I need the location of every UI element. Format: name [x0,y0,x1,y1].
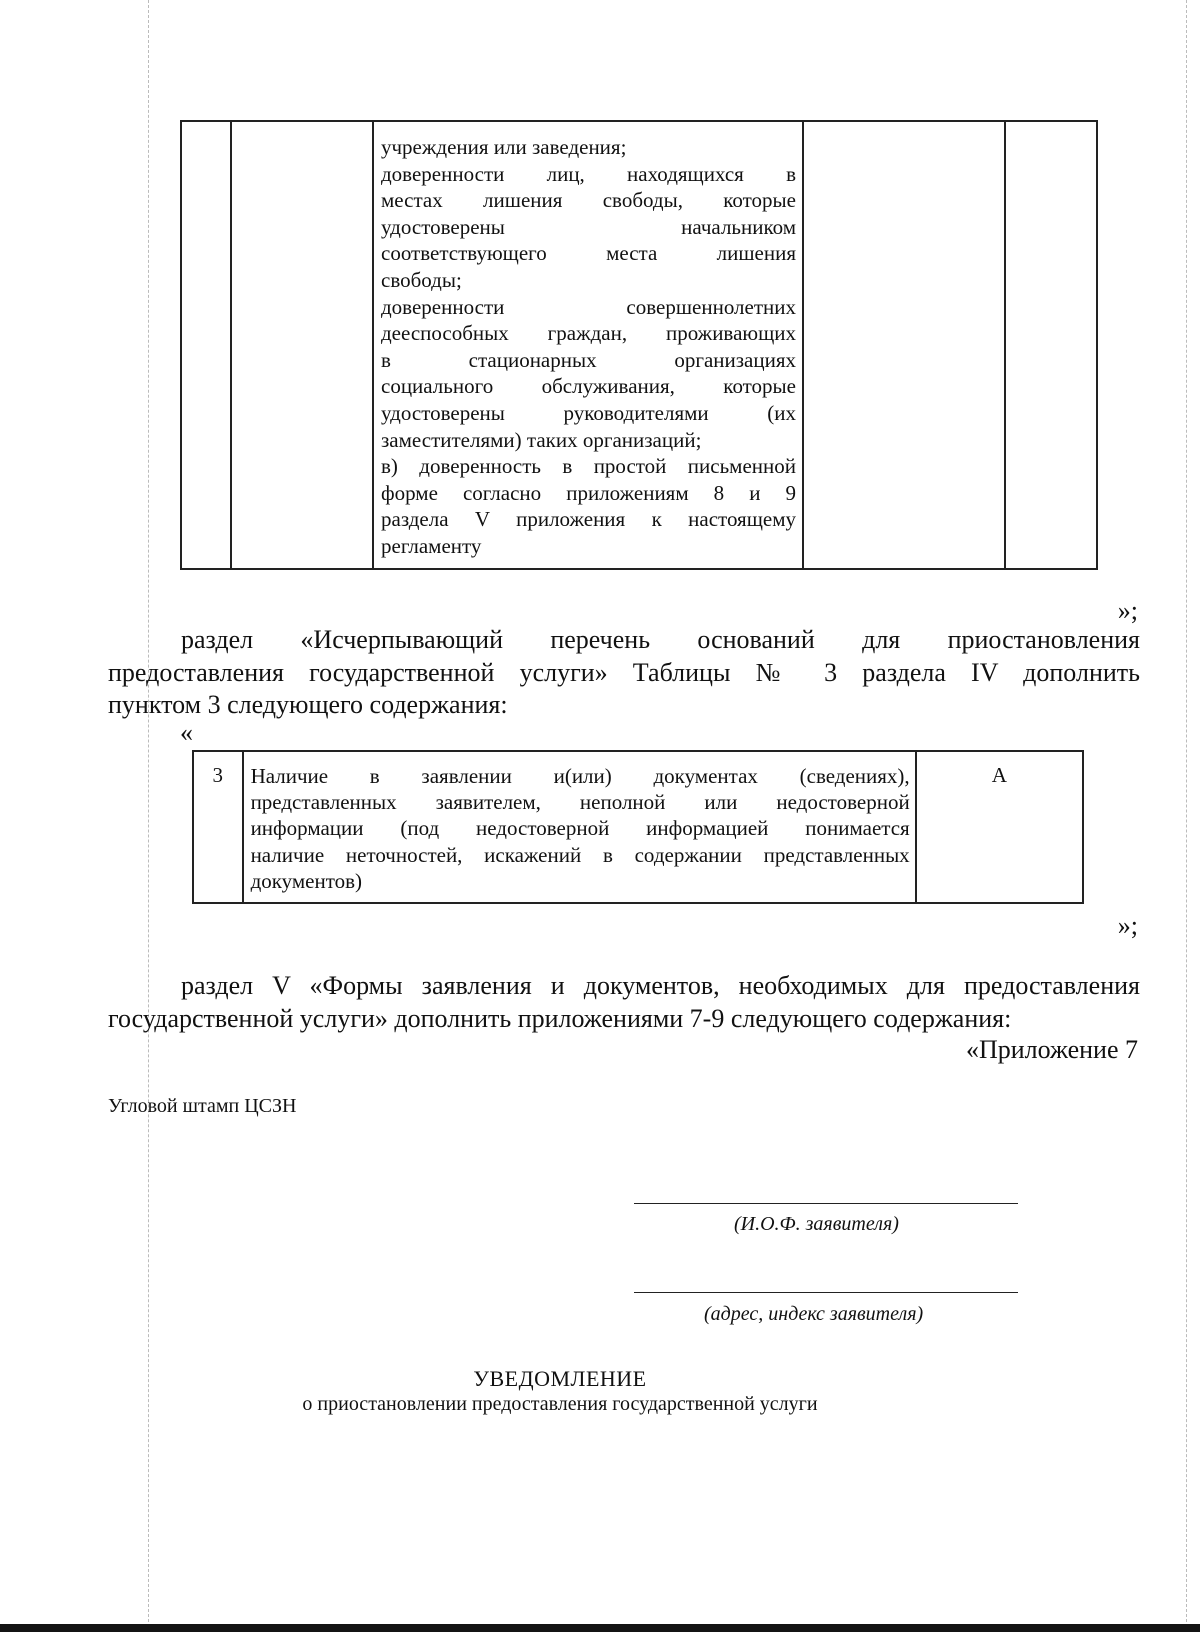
appendix-label: «Приложение 7 [965,1035,1138,1064]
table-line: заместителями) таких организаций; [381,427,702,452]
applicant-name-line [634,1203,1018,1204]
notice-subtitle: о приостановлении предоставления государственной услуги [302,1393,818,1415]
table-line: удостоверены начальником [381,214,796,239]
table-cell-number [193,751,243,903]
table-line: социального обслуживания, которые [381,374,796,399]
paragraph-line: предоставления государственной услуги» Таблицы № 3 раздела IV дополнить [108,657,1140,687]
table-line: Наличие в заявлении и(или) документах (сведениях), [250,764,910,788]
table-line: регламенту [381,533,482,558]
table-line: представленных заявителем, неполной или недостоверной [250,790,910,815]
closing-quote: »; [1117,596,1138,625]
paragraph-line: государственной услуги» дополнить приложениями 7-9 следующего содержания: [108,1003,1012,1033]
notice-title: УВЕДОМЛЕНИЕ [473,1366,647,1391]
scan-bottom-edge [0,1624,1200,1632]
table-line: в) доверенность в простой письменной [381,454,796,479]
table-line: местах лишения свободы, которые [381,188,796,213]
closing-quote: »; [1117,911,1138,940]
table-line: документов) [250,868,363,893]
opening-quote: « [180,718,193,747]
table-line: доверенности лиц, находящихся в [381,161,796,186]
ground-code: А [991,763,1007,787]
documents-list [374,122,802,566]
corner-stamp-label: Угловой штамп ЦСЗН [108,1095,297,1117]
table-line: в стационарных организациях [381,347,796,372]
table-line: удостоверены руководителями (их [381,400,796,425]
applicant-address-caption: (адрес, индекс заявителя) [704,1303,924,1325]
table-cell-empty [803,121,1005,569]
table-line: доверенности совершеннолетних [381,294,796,319]
paragraph-line: раздел V «Формы заявления и документов, необходимых для предоставления [181,971,1140,1000]
table-line: учреждения или заведения; [381,135,627,159]
ground-description [244,752,915,898]
table-cell-text [243,751,916,903]
table-line: форме согласно приложениям 8 и 9 [381,480,796,505]
table-cell-code [916,751,1083,903]
table-cell-empty [231,121,373,569]
table-line: соответствующего места лишения [381,241,796,266]
table-line: свободы; [381,267,462,292]
table-cell-text [373,121,803,569]
amendment-paragraph-1 [108,624,1140,722]
table-line: наличие неточностей, искажений в содержании представленных [250,842,910,867]
table-line: информации (под недостоверной информацией понимается [250,816,910,841]
grounds-table [192,750,1084,904]
table-line: дееспособных граждан, проживающих [381,321,796,346]
scan-artifact-line [1186,0,1187,1632]
paragraph-line: пунктом 3 следующего содержания: [108,690,508,719]
table-line: раздела V приложения к настоящему [381,507,796,532]
table-cell-empty [1005,121,1097,569]
applicant-name-caption: (И.О.Ф. заявителя) [734,1213,899,1235]
applicant-address-line [634,1292,1018,1293]
paragraph-line: раздел «Исчерпывающий перечень оснований для приостановления [181,625,1140,654]
row-number: 3 [212,763,224,787]
amendment-paragraph-2 [108,970,1140,1035]
table-cell-empty [181,121,231,569]
continuation-table [180,120,1098,570]
